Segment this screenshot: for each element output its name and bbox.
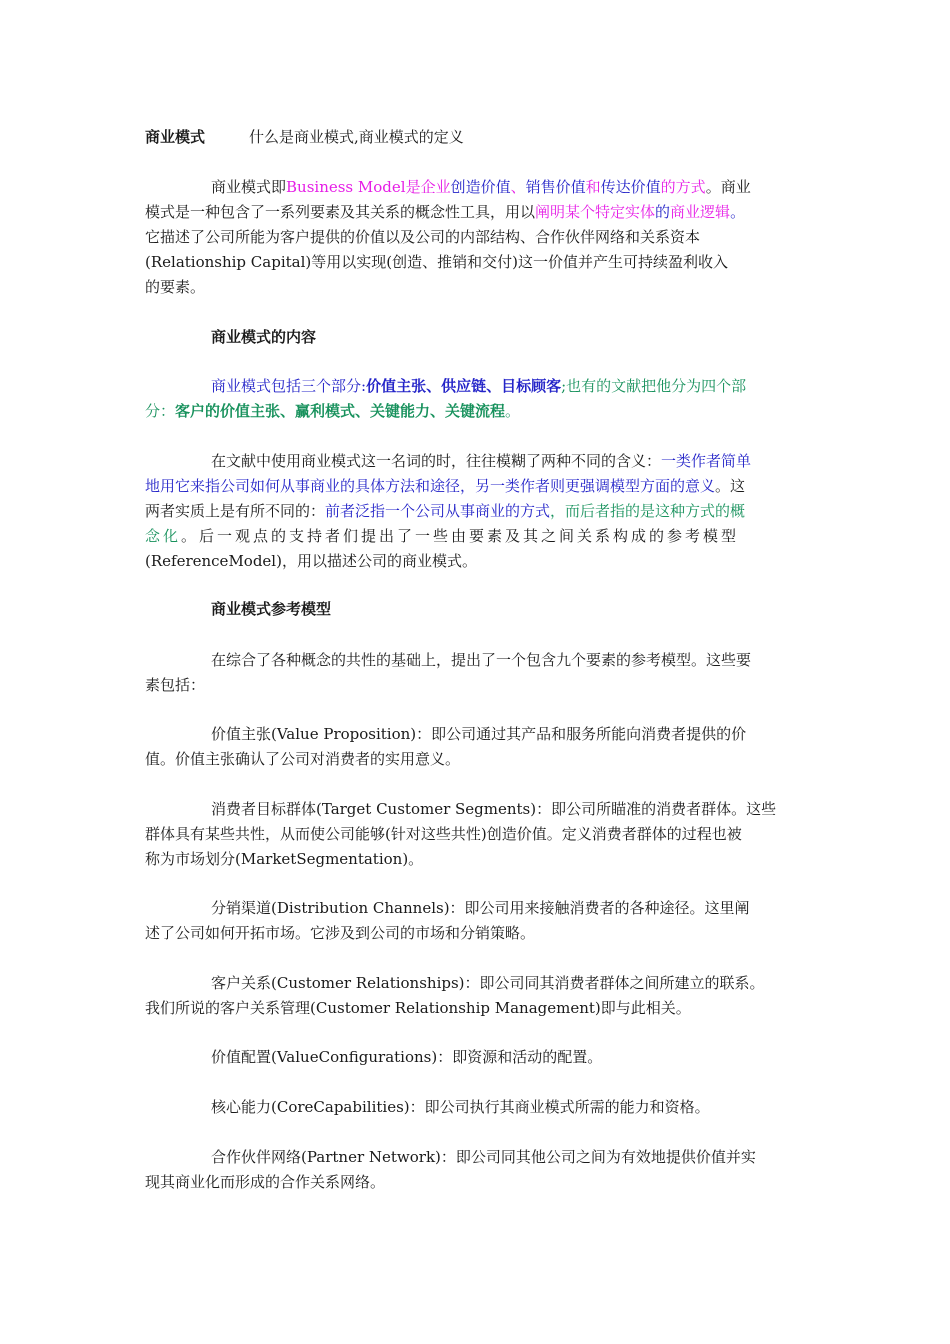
text-line: 在文献中使用商业模式这一名词的时，往往模糊了两种不同的含义：一类作者简单 xyxy=(211,452,752,470)
text-line: 的要素。 xyxy=(145,278,206,296)
section-heading: 商业模式参考模型 xyxy=(211,600,332,618)
text-line: 价值配置(ValueConfigurations)：即资源和活动的配置。 xyxy=(211,1048,603,1066)
text-line: 分销渠道(Distribution Channels)：即公司用来接触消费者的各种途径。这里阐 xyxy=(211,899,750,917)
text-line: 消费者目标群体(Target Customer Segments)：即公司所瞄准的消费者群体。这些 xyxy=(211,800,777,818)
paragraph-distribution xyxy=(145,896,807,946)
text-line: 现其商业化而形成的合作关系网络。 xyxy=(145,1173,386,1191)
text-line: 两者实质上是有所不同的：前者泛指一个公司从事商业的方式，而后者指的是这种方式的概 xyxy=(145,502,746,520)
paragraph-content xyxy=(145,374,807,424)
section-heading: 商业模式的内容 xyxy=(211,328,317,346)
text-line: 素包括： xyxy=(145,676,206,694)
text-line: 商业模式即Business Model是企业创造价值、销售价值和传达价值的方式。商业 xyxy=(211,178,751,196)
text-line: (ReferenceModel)，用以描述公司的商业模式。 xyxy=(145,552,477,570)
title-sub: 什么是商业模式,商业模式的定义 xyxy=(249,128,464,146)
paragraph-value-configurations xyxy=(145,1045,807,1070)
text-line: 在综合了各种概念的共性的基础上，提出了一个包含九个要素的参考模型。这些要 xyxy=(211,651,752,669)
text-line: 称为市场划分(MarketSegmentation)。 xyxy=(145,850,424,868)
text-line: 值。价值主张确认了公司对消费者的实用意义。 xyxy=(145,750,461,768)
text-line: 合作伙伴网络(Partner Network)：即公司同其他公司之间为有效地提供价值并实 xyxy=(211,1148,756,1166)
text-line: 分：客户的价值主张、赢利模式、关键能力、关键流程。 xyxy=(145,402,521,420)
paragraph-value-proposition xyxy=(145,722,807,772)
paragraph-definition xyxy=(145,175,807,300)
paragraph-target-segments xyxy=(145,797,807,872)
text-line: 我们所说的客户关系管理(Customer Relationship Management)即与此相关。 xyxy=(145,999,691,1017)
paragraph-intro xyxy=(145,648,807,698)
doc-title xyxy=(145,125,807,150)
paragraph-meanings xyxy=(145,449,807,574)
text-line: 群体具有某些共性，从而使公司能够(针对这些共性)创造价值。定义消费者群体的过程也被 xyxy=(145,825,742,843)
text-line: 客户关系(Customer Relationships)：即公司同其消费者群体之间所建立的联系。 xyxy=(211,974,765,992)
text-line: 述了公司如何开拓市场。它涉及到公司的市场和分销策略。 xyxy=(145,924,536,942)
title-main: 商业模式 xyxy=(145,128,206,146)
text-line: 模式是一种包含了一系列要素及其关系的概念性工具，用以阐明某个特定实体的商业逻辑。 xyxy=(145,203,746,221)
text-line: 念化。后一观点的支持者们提出了一些由要素及其之间关系构成的参考模型 xyxy=(145,527,740,545)
text-line: 它描述了公司所能为客户提供的价值以及公司的内部结构、合作伙伴网络和关系资本 xyxy=(145,228,701,246)
paragraph-customer-relationships xyxy=(145,971,807,1021)
text-line: 价值主张(Value Proposition)：即公司通过其产品和服务所能向消费者提供的价 xyxy=(211,725,747,743)
text-line: 核心能力(CoreCapabilities)：即公司执行其商业模式所需的能力和资格。 xyxy=(211,1098,710,1116)
paragraph-partner-network xyxy=(145,1145,807,1195)
paragraph-core-capabilities xyxy=(145,1095,807,1120)
text-line: (Relationship Capital)等用以实现(创造、推销和交付)这一价值并产生可持续盈利收入 xyxy=(145,253,728,271)
text-line: 地用它来指公司如何从事商业的具体方法和途径，另一类作者则更强调模型方面的意义。这 xyxy=(145,477,746,495)
text-line: 商业模式包括三个部分:价值主张、供应链、目标顾客;也有的文献把他分为四个部 xyxy=(211,377,747,395)
